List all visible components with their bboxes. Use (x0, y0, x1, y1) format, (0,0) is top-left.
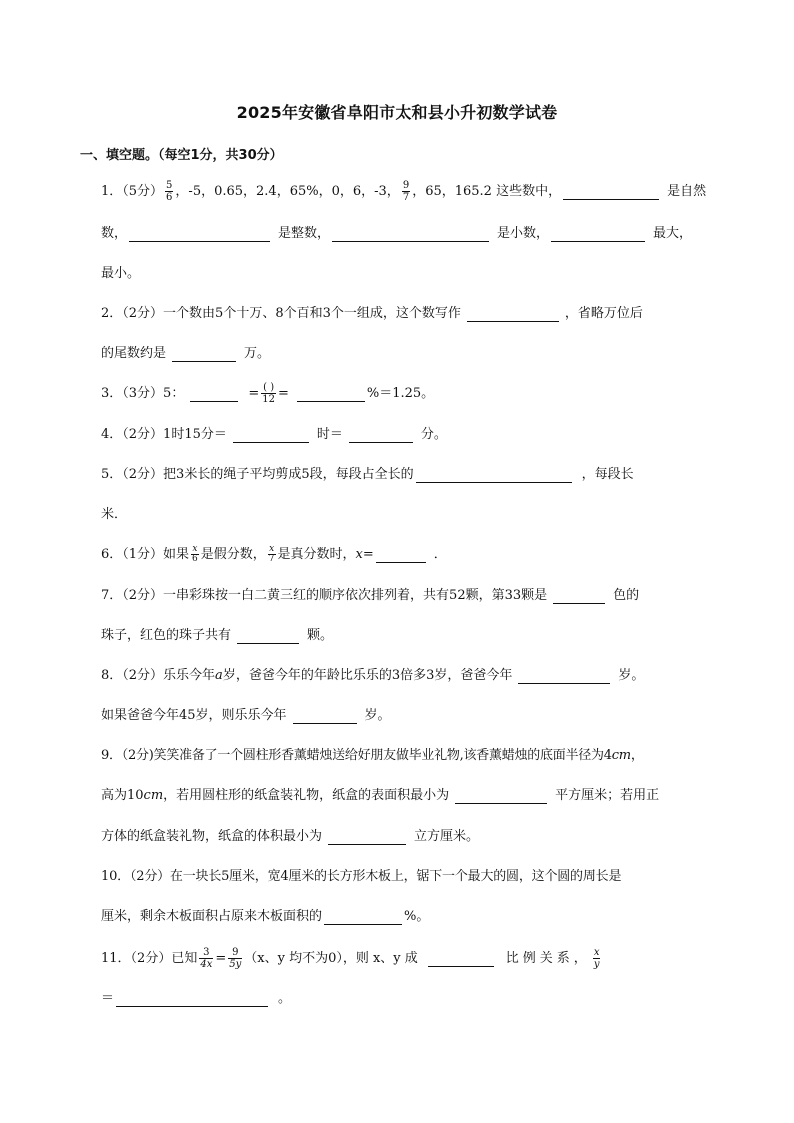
question-3-line (101, 381, 435, 405)
q11-fraction-x-y (593, 947, 601, 970)
q10-text-a: 10．（2分）在一块长5厘米，宽4厘米的长方形木板上，锯下一个最大的圆，这个圆的周长是 (101, 869, 622, 884)
question-11-line-1 (101, 948, 602, 970)
q6-frac1-den: 6 (192, 553, 198, 564)
q8-text-a: 8．（2分）乐乐今年 (101, 668, 216, 683)
q11-fraction-3-4x (199, 947, 213, 970)
q11-frac1-num: 3 (203, 946, 210, 958)
q5-blank-fraction[interactable] (416, 468, 572, 483)
q5-text-a: 5．（2分）把3米长的绳子平均剪成5段，每段占全长的 (101, 467, 414, 482)
q3-eq2: = (277, 386, 289, 401)
q8-text-c: 岁。 (618, 668, 645, 683)
question-8-line-1 (101, 667, 644, 685)
q8-text-e: 岁。 (364, 708, 391, 723)
q9-unit-cm-2: cm (143, 788, 164, 803)
q4-blank-minutes[interactable] (349, 428, 413, 443)
q11-blank-proportion[interactable] (428, 952, 494, 967)
q11-blank-ratio[interactable] (116, 992, 268, 1007)
q10-text-c: %。 (404, 909, 430, 924)
q6-text-d: = (362, 547, 374, 562)
q2-text-b: ，省略万位后 (564, 306, 643, 321)
q6-text-e: ． (433, 547, 447, 562)
q1-text-integer: 是整数， (278, 226, 331, 241)
q7-text-d: 颗。 (307, 628, 334, 643)
q6-text-b: 是假分数， (200, 547, 266, 562)
q9-text-b: 高为10 (101, 788, 144, 803)
question-11-line-2 (101, 990, 291, 1008)
question-5-line-1 (101, 466, 634, 484)
q2-blank-number[interactable] (467, 307, 559, 322)
q2-blank-approx[interactable] (172, 347, 236, 362)
q9-text-b2: ，若用圆柱形的纸盒装礼物，纸盒的表面积最小为 (163, 788, 450, 803)
q8-blank-lele-age[interactable] (293, 709, 357, 724)
q10-text-b: 厘米，剩余木板面积占原来木板面积的 (101, 909, 323, 924)
question-8-line-2 (101, 707, 391, 725)
q7-blank-color[interactable] (553, 589, 605, 604)
q5-text-b: ，每段长 (581, 467, 634, 482)
q1-frac1-num: 5 (166, 179, 173, 191)
q9-text-a: 9．（2分)笑笑准备了一个圆柱形香薰蜡烛送给好朋友做毕业礼物,该香薰蜡烛的底面半径为4 (101, 748, 612, 763)
q6-frac2-den: 7 (268, 553, 275, 564)
q1-prefix: 1．（5分） (101, 184, 164, 199)
q4-blank-hours[interactable] (233, 428, 309, 443)
q9-text-a2: ， (630, 748, 644, 763)
q7-blank-red-count[interactable] (237, 629, 299, 644)
q4-text-c: 分。 (420, 427, 447, 442)
question-1-line-3 (101, 265, 140, 283)
q6-fraction-x-7 (268, 545, 276, 564)
q3-blank-ratio[interactable] (190, 387, 238, 402)
q1-text-decimal: 是小数， (497, 226, 550, 241)
q9-text-d: 方体的纸盒装礼物，纸盒的体积最小为 (101, 829, 323, 844)
q3-frac-den: 12 (262, 393, 275, 405)
question-9-line-3 (101, 828, 479, 846)
q1-text-shu: 数， (101, 226, 128, 241)
q1-blank-decimal[interactable] (332, 227, 489, 242)
q1-fraction-5-6 (165, 180, 173, 203)
q9-text-c: 平方厘米；若用正 (555, 788, 660, 803)
q11-frac2-den: 5y (229, 958, 242, 970)
q3-text-a: 3．（3分）5： (101, 386, 185, 401)
q6-var-x: x (355, 547, 363, 562)
question-9-line-1 (101, 747, 644, 765)
q9-unit-cm-1: cm (611, 748, 631, 763)
q8-text-b: 岁，爸爸今年的年龄比乐乐的3倍多3岁，爸爸今年 (222, 668, 513, 683)
q6-fraction-x-6 (191, 545, 199, 564)
q2-text-a: 2．（2分）一个数由5个十万、8个百和3个一组成，这个数写作 (101, 306, 461, 321)
q11-text-c: 比例关系， (505, 951, 591, 966)
q3-eq: = (248, 386, 260, 401)
q11-frac2-num: 9 (232, 946, 239, 958)
q1-text-max: 最大， (653, 226, 693, 241)
question-7-line-2 (101, 627, 333, 645)
q3-text-b: %＝1.25。 (366, 386, 435, 401)
q11-eq: = (215, 951, 227, 966)
q2-text-d: 万。 (244, 346, 271, 361)
q11-fraction-9-5y (228, 947, 242, 970)
q1-frac2-den: 7 (402, 191, 410, 203)
q1-text-min: 最小。 (101, 266, 141, 281)
section-heading: 一、填空题。（每空1分，共30分） (80, 148, 283, 163)
q1-text-natural: 是自然 (667, 184, 707, 199)
q11-text-d: ＝ (101, 991, 115, 1006)
q9-blank-area[interactable] (455, 789, 547, 804)
q9-blank-volume[interactable] (328, 830, 406, 845)
q3-frac-num: ( ) (263, 381, 275, 393)
q8-blank-dad-age[interactable] (518, 669, 610, 684)
q7-text-c: 珠子，红色的珠子共有 (101, 628, 232, 643)
q1-sequence-end: ，65，165.2 这些数中， (412, 184, 562, 199)
question-5-line-2 (101, 506, 127, 524)
q10-blank-percent[interactable] (324, 910, 402, 925)
q1-frac1-den: 6 (166, 191, 173, 203)
question-1-line-1 (101, 179, 707, 203)
q1-blank-max[interactable] (551, 227, 645, 242)
q2-text-c: 的尾数约是 (101, 346, 167, 361)
q8-var-a: a (215, 668, 223, 683)
question-10-line-1 (101, 868, 621, 886)
q1-blank-natural[interactable] (563, 185, 659, 200)
q11-frac3-num: x (593, 946, 600, 958)
q3-blank-percent[interactable] (297, 387, 365, 402)
question-9-line-2 (101, 787, 659, 805)
q1-sequence: ，-5，0.65，2.4，65%，0，6，-3， (175, 184, 400, 199)
q1-blank-integer[interactable] (129, 227, 270, 242)
question-4-line (101, 426, 447, 444)
q6-frac2-num: x (269, 543, 275, 554)
q6-frac1-num: x (192, 543, 198, 554)
q11-text-b: （x、y 均不为0），则 x、y 成 (244, 951, 418, 966)
q5-text-c: 米． (101, 507, 128, 522)
q11-frac1-den: 4x (200, 958, 213, 970)
q1-frac2-num: 9 (402, 179, 410, 191)
q11-text-a: 11．（2分）已知 (101, 951, 198, 966)
page-title: 2025年安徽省阜阳市太和县小升初数学试卷 (236, 103, 558, 122)
question-2-line-2 (101, 345, 270, 363)
q4-text-a: 4．（2分）1时15分＝ (101, 427, 227, 442)
question-2-line-1 (101, 305, 643, 323)
q8-text-d: 如果爸爸今年45岁，则乐乐今年 (101, 708, 287, 723)
question-1-line-2 (101, 225, 692, 243)
q11-text-e: 。 (278, 991, 292, 1006)
question-10-line-2 (101, 908, 429, 926)
q6-blank-x[interactable] (376, 548, 426, 563)
q6-text-a: 6．（1分）如果 (101, 547, 190, 562)
q6-text-c: 是真分数时， (277, 547, 356, 562)
question-7-line-1 (101, 587, 639, 605)
q9-text-e: 立方厘米。 (414, 829, 480, 844)
q4-text-b: 时＝ (316, 427, 343, 442)
question-6-line (101, 543, 447, 564)
q11-frac3-den: y (593, 958, 600, 970)
q1-fraction-9-7 (402, 180, 410, 203)
q7-text-a: 7．（2分）一串彩珠按一白二黄三红的顺序依次排列着，共有52颗，第33颗是 (101, 588, 548, 603)
q7-text-b: 色的 (613, 588, 640, 603)
q3-fraction-12 (261, 382, 276, 405)
